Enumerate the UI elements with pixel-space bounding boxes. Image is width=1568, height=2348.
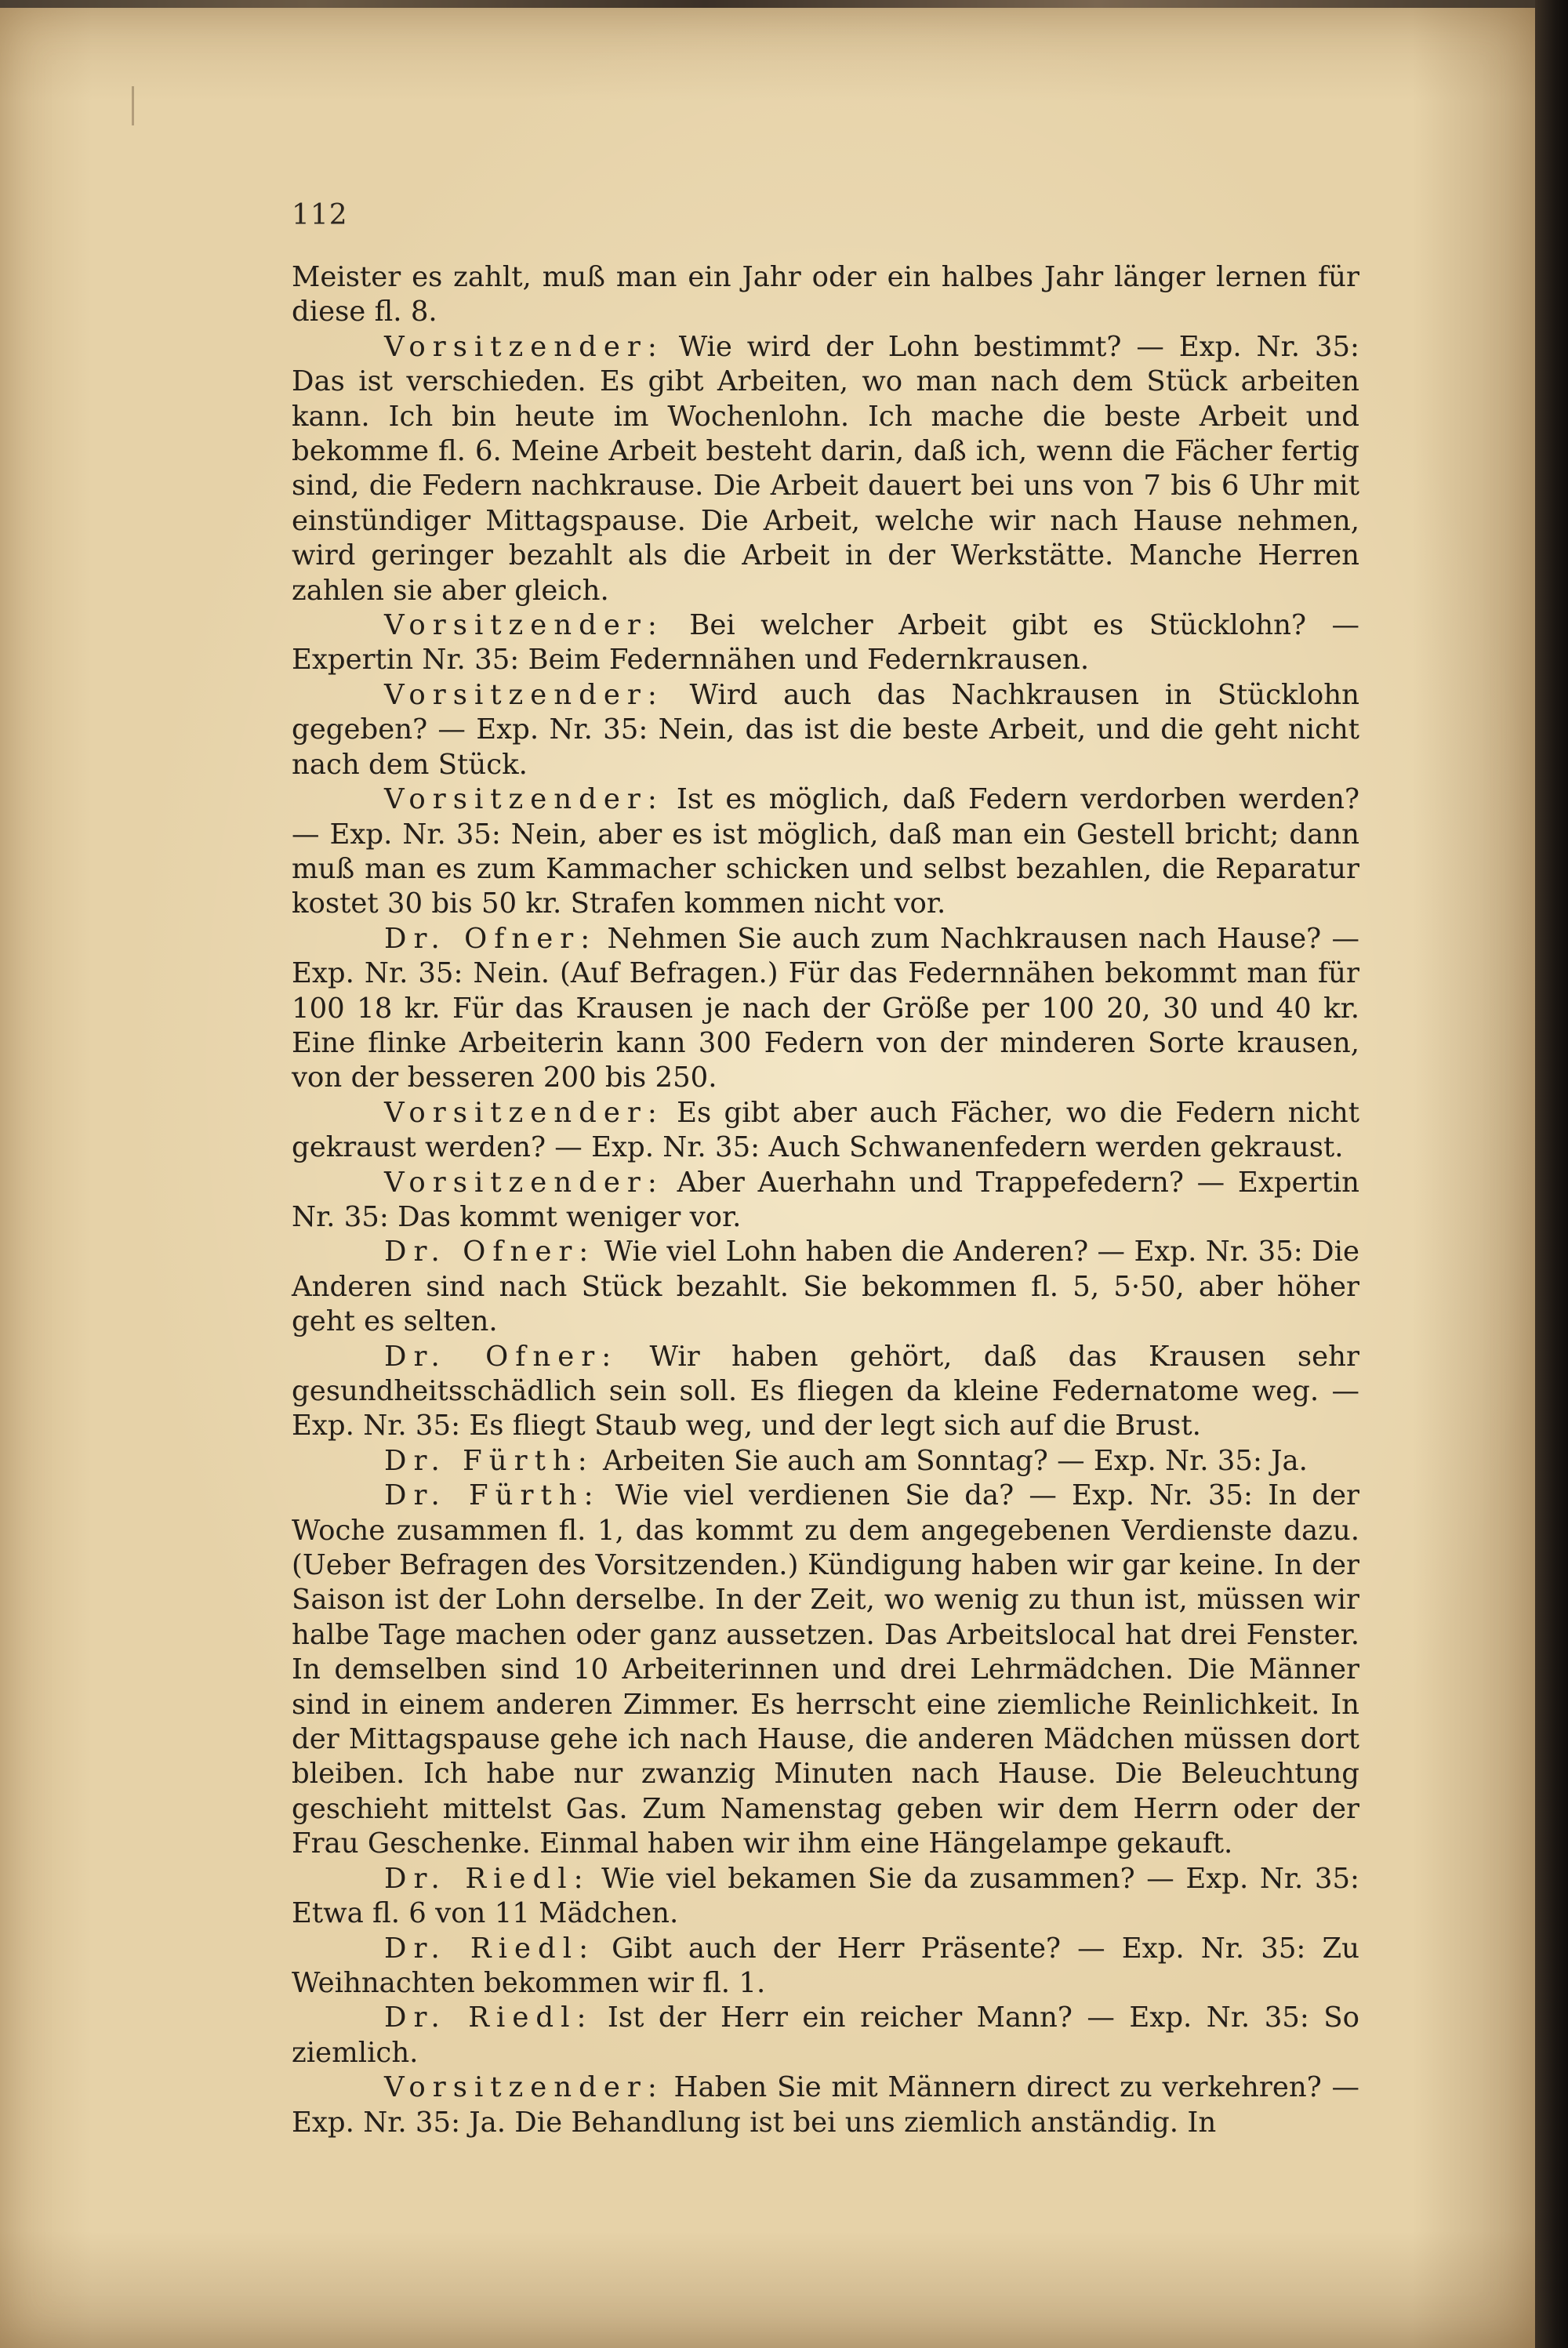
paragraph: [292, 330, 1359, 608]
speaker-label: Vorsitzender:: [384, 330, 664, 363]
paragraph-text: Bei welcher Arbeit gibt es Stücklohn? — Expertin Nr. 35: Beim Federnnähen und Federnkrausen.: [292, 609, 1359, 677]
paragraph-text: Wird auch das Nachkrausen in Stücklohn gegeben? — Exp. Nr. 35: Nein, das ist die beste Arbeit, und die geht nicht nach dem Stück.: [292, 678, 1359, 781]
paragraph: [292, 678, 1359, 782]
speaker-label: Dr. Riedl:: [384, 2001, 593, 2034]
paragraph: [292, 1096, 1359, 1166]
paragraph-text: Wie viel Lohn haben die Anderen? — Exp. Nr. 35: Die Anderen sind nach Stück bezahlt. Sie bekommen fl. 5, 5·50, aber höher geht es selten.: [292, 1236, 1359, 1338]
paragraph: [292, 922, 1359, 1096]
paragraph: [292, 2070, 1359, 2140]
paragraph-text: Ist der Herr ein reicher Mann? — Exp. Nr. 35: So ziemlich.: [292, 2001, 1359, 2069]
speaker-label: Dr. Riedl:: [384, 1862, 590, 1895]
speaker-label: Dr. Ofner:: [384, 922, 597, 955]
margin-mark: [132, 86, 134, 125]
paragraph-text: Ist es möglich, daß Federn verdorben werden? — Exp. Nr. 35: Nein, aber es ist möglich, daß man ein Gestell bricht; dann muß man es zum Kammacher schicken und selbst bezahlen, die Reparatur kostet 30 bis 50 kr. Strafen kommen nicht vor.: [292, 783, 1359, 920]
page-number: 112: [292, 199, 348, 231]
speaker-label: Vorsitzender:: [384, 783, 664, 816]
paragraph-text: Meister es zahlt, muß man ein Jahr oder ein halbes Jahr länger lernen für diese fl. 8.: [292, 261, 1359, 328]
speaker-label: Dr. Fürth:: [384, 1479, 601, 1512]
book-page: [0, 8, 1535, 2348]
speaker-label: Dr. Ofner:: [384, 1340, 619, 1373]
speaker-label: Vorsitzender:: [384, 1166, 664, 1199]
text-column: [292, 260, 1359, 2140]
paragraph-text: Arbeiten Sie auch am Sonntag? — Exp. Nr. 35: Ja.: [593, 1444, 1308, 1477]
paragraph-text: Es gibt aber auch Fächer, wo die Federn nicht gekraust werden? — Exp. Nr. 35: Auch Schwanenfedern werden gekraust.: [292, 1096, 1359, 1164]
paragraph-text: Wie wird der Lohn bestimmt? — Exp. Nr. 35: Das ist verschieden. Es gibt Arbeiten, wo man nach dem Stück arbeiten kann. Ich bin heute im Wochenlohn. Ich mache die beste Arbeit und bekomme fl. 6. Meine Arbeit besteht darin, daß ich, wenn die Fächer fertig sind, die Federn nachkrause. Die Arbeit dauert bei uns von 7 bis 6 Uhr mit einstündiger Mittagspause. Die Arbeit, welche wir nach Hause nehmen, wird geringer bezahlt als die Arbeit in der Werkstätte. Manche Herren zahlen sie aber gleich.: [292, 330, 1359, 607]
speaker-label: Dr. Fürth:: [384, 1444, 594, 1477]
paragraph: [292, 1479, 1359, 1861]
speaker-label: Vorsitzender:: [384, 678, 664, 711]
paragraph: [292, 1166, 1359, 1236]
paragraph: [292, 1932, 1359, 2001]
paragraph: [292, 1340, 1359, 1444]
paragraph: [292, 1444, 1359, 1479]
speaker-label: Dr. Riedl:: [384, 1932, 596, 1965]
paragraph: [292, 608, 1359, 678]
paragraph: [292, 1862, 1359, 1932]
speaker-label: Vorsitzender:: [384, 609, 664, 642]
paragraph-text: Wie viel verdienen Sie da? — Exp. Nr. 35: In der Woche zusammen fl. 1, das kommt zu dem angegebenen Verdienste dazu. (Ueber Befragen des Vorsitzenden.) Kündigung haben wir gar keine. In der Saison ist der Lohn derselbe. In der Zeit, wo wenig zu thun ist, müssen wir halbe Tage machen oder ganz aussetzen. Das Arbeitslocal hat drei Fenster. In demselben sind 10 Arbeiterinnen und drei Lehrmädchen. Die Männer sind in einem anderen Zimmer. Es herrscht eine ziemliche Reinlichkeit. In der Mittagspause gehe ich nach Hause, die anderen Mädchen müssen dort bleiben. Ich habe nur zwanzig Minuten nach Hause. Die Beleuchtung geschieht mittelst Gas. Zum Namenstag geben wir dem Herrn oder der Frau Geschenke. Einmal haben wir ihm eine Hängelampe gekauft.: [292, 1479, 1359, 1860]
paragraph: [292, 2001, 1359, 2070]
paragraph-text: Wir haben gehört, daß das Krausen sehr gesundheitsschädlich sein soll. Es fliegen da kleine Federnatome weg. — Exp. Nr. 35: Es fliegt Staub weg, und der legt sich auf die Brust.: [292, 1340, 1359, 1443]
paragraph-text: Aber Auerhahn und Trappefedern? — Expertin Nr. 35: Das kommt weniger vor.: [292, 1166, 1359, 1233]
paragraph-text: Haben Sie mit Männern direct zu verkehren? — Exp. Nr. 35: Ja. Die Behandlung ist bei uns ziemlich anständig. In: [292, 2071, 1359, 2139]
paragraph-text: Gibt auch der Herr Präsente? — Exp. Nr. 35: Zu Weihnachten bekommen wir fl. 1.: [292, 1932, 1360, 1999]
paragraph-text: Wie viel bekamen Sie da zusammen? — Exp. Nr. 35: Etwa fl. 6 von 11 Mädchen.: [292, 1862, 1359, 1930]
paragraph: [292, 260, 1359, 330]
speaker-label: Vorsitzender:: [384, 1096, 664, 1129]
scan-edge-right: [1535, 0, 1568, 2348]
paragraph: [292, 1235, 1359, 1339]
speaker-label: Dr. Ofner:: [384, 1236, 596, 1268]
paragraph: [292, 782, 1359, 922]
speaker-label: Vorsitzender:: [384, 2071, 664, 2104]
paragraph-text: Nehmen Sie auch zum Nachkrausen nach Hause? — Exp. Nr. 35: Nein. (Auf Befragen.) Für das Federnnähen bekommt man für 100 18 kr. Für das Krausen je nach der Größe per 100 20, 30 und 40 kr. Eine flinke Arbeiterin kann 300 Federn von der minderen Sorte krausen, von der besseren 200 bis 250.: [292, 922, 1359, 1094]
